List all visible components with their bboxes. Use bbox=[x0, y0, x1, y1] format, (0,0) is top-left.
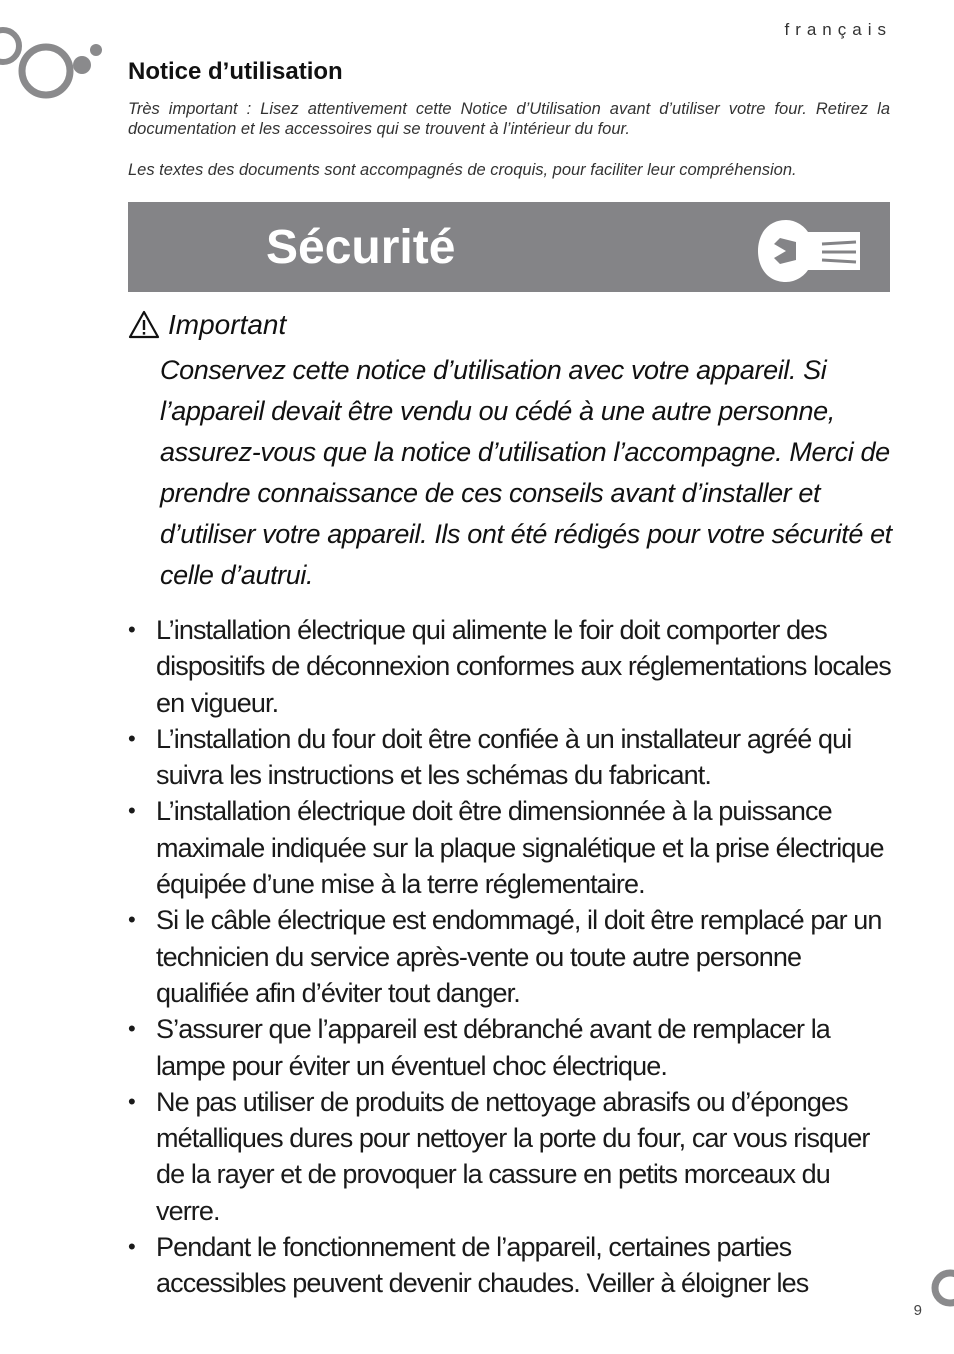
bullet-dot: • bbox=[128, 1016, 135, 1042]
bullet-dot: • bbox=[128, 617, 135, 642]
important-label: Important bbox=[168, 309, 287, 340]
list-item-text: Si le câble électrique est endommagé, il doit être remplacé par un technicien du service après-vente ou toute autre personne qualifiée afin d’éviter tout danger. bbox=[156, 905, 882, 1008]
list-item bbox=[128, 1229, 898, 1302]
bullet-dot: • bbox=[128, 725, 135, 751]
list-item bbox=[128, 1011, 898, 1084]
list-item bbox=[128, 721, 898, 794]
list-item bbox=[128, 902, 898, 1011]
section-banner bbox=[128, 202, 890, 292]
brand-bubbles-logo bbox=[0, 20, 110, 106]
safety-list bbox=[128, 612, 898, 1302]
section-title: Sécurité bbox=[266, 221, 456, 274]
list-item-text: L’installation électrique doit être dimensionnée à la puissance maximale indiquée sur la plaque signalétique et la prise électrique équipée d’une mise à la terre réglementaire. bbox=[156, 796, 884, 900]
list-item-text: S’assurer que l’appareil est débranché avant de remplacer la lampe pour éviter un éventuel choc électrique. bbox=[156, 1014, 830, 1081]
bullet-dot: • bbox=[128, 907, 135, 933]
bullet-dot: • bbox=[128, 798, 135, 824]
list-item-text: L’installation électrique qui alimente le foir doit comporter des dispositifs de déconnexion conformes aux réglementations locales en vigueur. bbox=[156, 615, 891, 718]
bullet-dot: • bbox=[128, 1234, 135, 1260]
corner-bubble-icon bbox=[924, 1268, 954, 1308]
language-label: français bbox=[784, 20, 892, 39]
list-item bbox=[128, 1084, 898, 1229]
notice-title: Notice d’utilisation bbox=[128, 58, 343, 85]
wrench-icon bbox=[756, 218, 864, 284]
list-item-text: L’installation du four doit être confiée à un installateur agréé qui suivra les instructions et les schémas du fabricant. bbox=[156, 723, 852, 791]
list-item bbox=[128, 793, 898, 902]
warning-triangle-icon bbox=[128, 309, 160, 341]
bullet-dot: • bbox=[128, 1088, 135, 1114]
important-header bbox=[128, 309, 286, 341]
intro-paragraph-2: Les textes des documents sont accompagnés de croquis, pour faciliter leur compréhension. bbox=[128, 161, 797, 179]
list-item-text: Ne pas utiliser de produits de nettoyage abrasifs ou d’éponges métalliques dures pour nettoyer la porte du four, car vous risquer de la rayer et de provoquer la cassure en petits morceaux du verre. bbox=[156, 1086, 870, 1226]
list-item bbox=[128, 612, 898, 721]
important-text: Conservez cette notice d’utilisation avec votre appareil. Si l’appareil devait être vendu ou cédé à une autre personne, assurez-vous que la notice d’utilisation l’accompagne. Merci de prendre connaissance de ces conseils avant d’installer et d’utiliser votre appareil. Ils ont été rédigés pour votre sécurité et celle d’autrui. bbox=[160, 355, 892, 590]
page-number: 9 bbox=[913, 1302, 922, 1319]
list-item-text: Pendant le fonctionnement de l’appareil, certaines parties accessibles peuvent devenir chaudes. Veiller à éloigner les bbox=[156, 1232, 809, 1299]
intro-paragraph-1: Très important : Lisez attentivement cette Notice d’Utilisation avant d’utiliser votre four. Retirez la documentation et les accessoires qui se trouvent à l’intérieur du four. bbox=[128, 100, 890, 138]
